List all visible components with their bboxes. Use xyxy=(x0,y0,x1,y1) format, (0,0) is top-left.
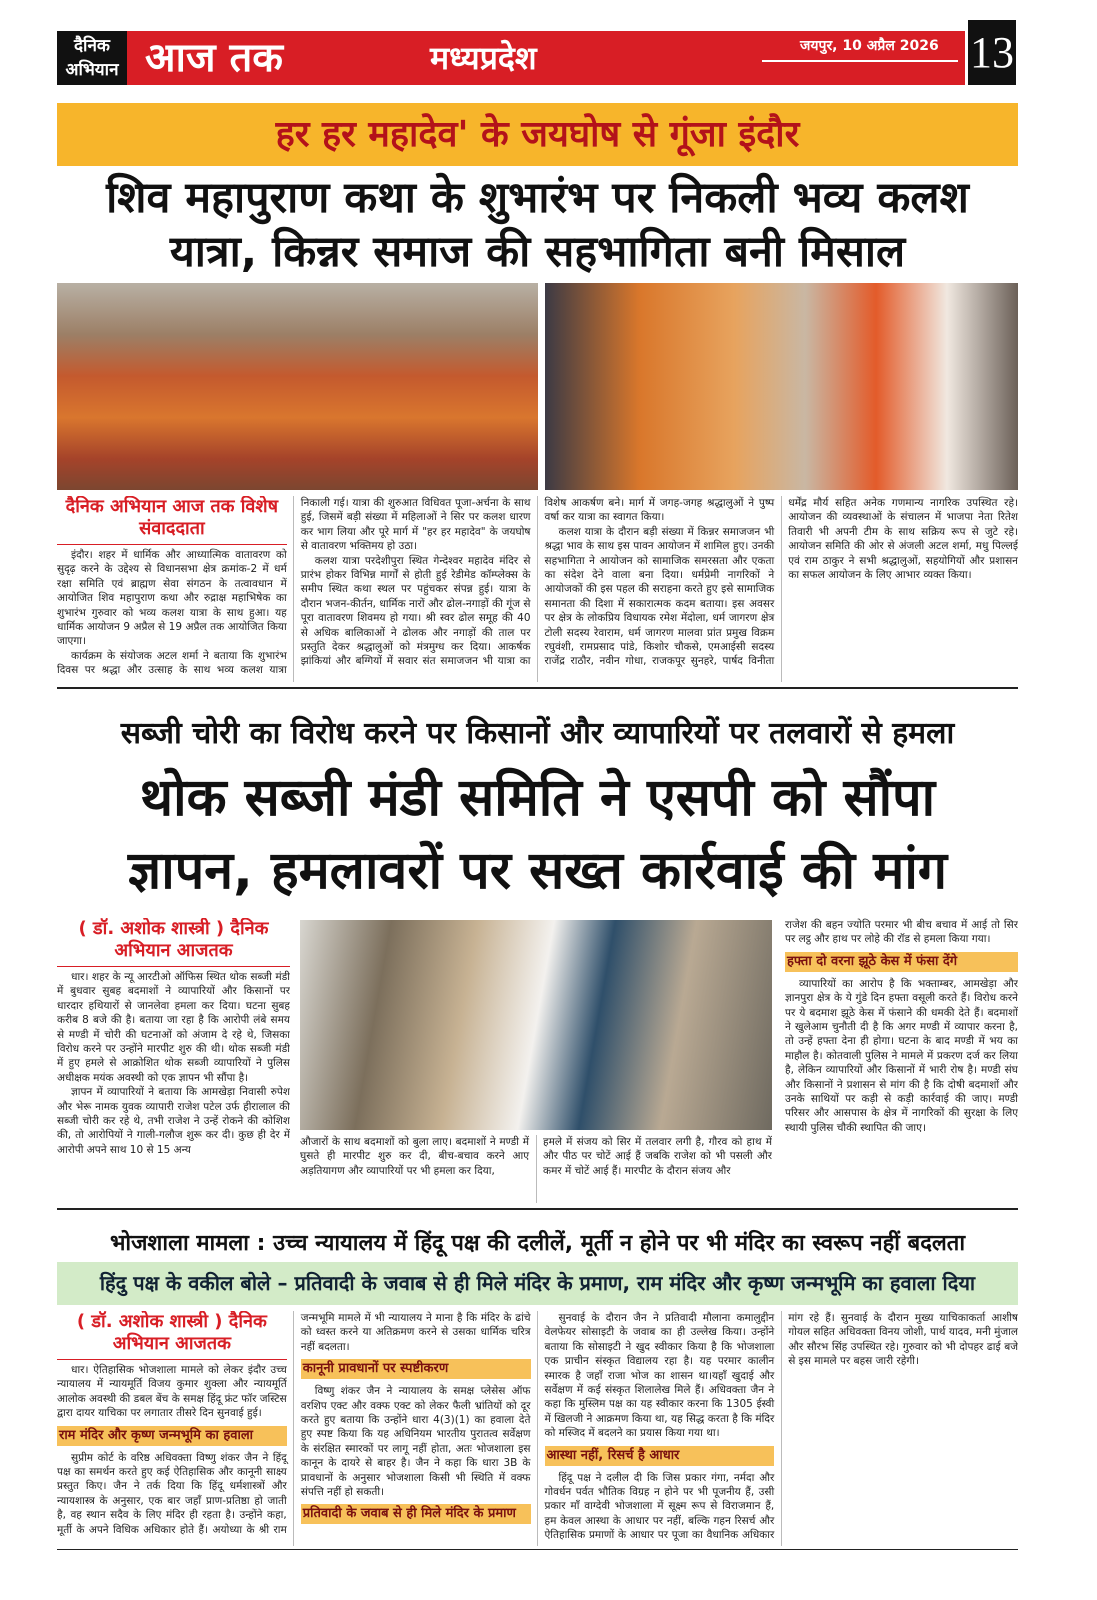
paragraph: धार। शहर के न्यू आरटीओ ऑफिस स्थित थोक सब्जी मंडी में बुधवार सुबह बदमाशों ने व्यापारियों और किसानों पर धारदार हथियारों से जानलेवा हमला कर दिया। घटना सुबह करीब 8 बजे की है। बताया जा रहा है कि आरोपी लंबे समय से मण्डी में चोरी की घटनाओं को अंजाम दे रहे थे, जिसका विरोध करने पर उन्होंने मारपीट शुरु की थी। थोक सब्जी मंडी में हुए हमले से आक्रोशित थोक सब्जी व्यापारियों ने पुलिस अधीक्षक मयंक अवस्थी को एक ज्ञापन भी सौंपा है। xyxy=(57,971,290,1084)
subheading: आस्था नहीं, रिसर्च है आधार xyxy=(545,1446,775,1466)
dateline-rule xyxy=(762,60,958,62)
article1-headline-line1: शिव महापुराण कथा के शुभारंभ पर निकली भव्य कलश xyxy=(106,173,969,223)
brand-line-1: दैनिक xyxy=(74,36,110,56)
section-name: मध्यप्रदेश xyxy=(430,39,537,77)
paragraph: राजेश की बहन ज्योति परमार भी बीच बचाव में आई तो सिर पर लट्ठ और हाथ पर लोहे की रॉड से हमला किया गया। xyxy=(785,919,1018,946)
subheading: राम मंदिर और कृष्ण जन्मभूमि का हवाला xyxy=(57,1426,287,1446)
page-number: 13 xyxy=(968,20,1016,85)
paragraph: इंदौर। शहर में धार्मिक और आध्यात्मिक वातावरण को सुदृढ़ करने के उद्देश्य से विधानसभा क्षेत्र क्रमांक-2 में धर्म रक्षा समिति एवं ब्राह्मण सेवा संगठन के तत्वावधान में आयोजित शिव महापुराण कथा और रुद्राक्ष महाभिषेक का शुभारंभ गुरुवार को भव्य कलश यात्रा के साथ हुआ। यह धार्मिक आयोजन 9 अप्रैल से 19 अप्रैल तक आयोजित किया जाएगा। xyxy=(57,549,287,648)
paragraph: धार। ऐतिहासिक भोजशाला मामले को लेकर इंदौर उच्च न्यायालय में न्यायमूर्ति विजय कुमार शुक्ला और न्यायमूर्ति आलोक अवस्थी की डबल बेंच के समक्ष हिंदू फ्रंट फॉर जस्टिस द्वारा दायर याचिका पर लगातार तीसरे दिन सुनवाई हुई। xyxy=(57,1364,287,1420)
masthead-logo: आज तक xyxy=(145,35,284,81)
paragraph: हिंदू पक्ष ने दलील दी कि जिस प्रकार गंगा, नर्मदा और गोवर्धन पर्वत भौतिक विग्रह न होने पर भी पूजनीय हैं, उसी प्रकार माँ वाग्देवी भोजशाला में सूक्ष्म रूप से विराजमान हैं, हम केवल आस्था के आधार पर नहीं, बल्कि गहन रिसर्च और ऐतिहासिक प्रमाणों के आधार पर पूजा का वैधानिक अधिकार मांग रहे हैं। सुनवाई के दौरान मुख्य याचिकाकर्ता आशीष गोयल सहित अधिवक्ता विनय जोशी, पार्थ यादव, मनी मुंजाल और सौरभ सिंह उपस्थित रहे। गुरुवार को भी दोपहर ढाई बजे से इस मामले पर बहस जारी रहेगी। xyxy=(544,1312,1018,1542)
article2-headline-line1: थोक सब्जी मंडी समिति ने एसपी को सौंपा xyxy=(139,768,936,828)
paragraph: सुनवाई के दौरान जैन ने प्रतिवादी मौलाना कमालुद्दीन वेलफेयर सोसाइटी के जवाब का ही उल्लेख किया। उन्होंने बताया कि सोसाइटी ने खुद स्वीकार किया है कि भोजशाला एक प्राचीन संस्कृत विद्यालय रहा है। यह परमार कालीन स्मारक है जहाँ राजा भोज का शासन था।यहाँ खुदाई और सर्वेक्षण में कई संस्कृत शिलालेख मिले हैं। अधिवक्ता जैन ने कहा कि मुस्लिम पक्ष का यह स्वीकार करना कि 1305 ईस्वी में खिलजी ने आक्रमण किया था, यह सिद्ध करता है कि मंदिर को मस्जिद में बदलने का प्रयास किया गया था। xyxy=(544,1312,775,1440)
kalash-yatra-crowd-photo xyxy=(57,283,538,490)
paragraph: व्यापारियों का आरोप है कि भक्ताम्बर, आमखेड़ा और ज्ञानपुरा क्षेत्र के ये गुंडे दिन हफ्ता वसूली करते हैं। विरोध करने पर ये बदमाश झूठे केस में फंसाने की धमकी देते हैं। बदमाशों ने खुलेआम चुनौती दी है कि अगर मण्डी में व्यापार करना है, तो उन्हें हफ्ता देना ही होगा। घटना के बाद मण्डी में भय का माहौल है। कोतवाली पुलिस ने मामले में प्रकरण दर्ज कर लिया है, लेकिन व्यापारियों और किसानों में भारी रोष है। मण्डी संघ और किसानों ने प्रशासन से मांग की है कि दोषी बदमाशों और उनके साथियों पर कड़ी से कड़ी कार्रवाई की जाए। मण्डी परिसर और आसपास के क्षेत्र में नागरिकों की सुरक्षा के लिए स्थायी पुलिस चौकी स्थापित की जाए। xyxy=(785,977,1018,1134)
article3-headline: भोजशाला मामला : उच्च न्यायालय में हिंदू पक्ष की दलीलें, मूर्ती न होने पर भी मंदिर का स्वरूप नहीं बदलता xyxy=(109,1231,966,1256)
paragraph: सुप्रीम कोर्ट के वरिष्ठ अधिवक्ता विष्णु शंकर जैन ने हिंदू पक्ष का समर्थन करते हुए कई ऐतिहासिक और कानूनी साक्ष्य प्रस्तुत किए। जैन ने तर्क दिया कि हिंदू धर्मशास्त्रों और न्यायशास्त्र के अनुसार, एक बार जहाँ प्राण-प्रतिष्ठा हो जाती है, वह स्थान सदैव के लिए मंदिर ही रहता है। उन्होंने कहा, मूर्ती के अपने विधिक अधिकार होते हैं। अयोध्या के श्री राम जन्मभूमि मामले में भी न्यायालय ने माना है कि मंदिर के ढांचे को ध्वस्त करने या अतिक्रमण करने से उसका धार्मिक चरित्र नहीं बदलता। xyxy=(57,1312,531,1536)
subheading: कानूनी प्रावधानों पर स्पष्टीकरण xyxy=(301,1359,531,1379)
paragraph: कलश यात्रा परदेशीपुरा स्थित गेन्देश्वर महादेव मंदिर से प्रारंभ होकर विभिन्न मार्गों से होती हुई रेडीमेड कॉम्प्लेक्स के समीप स्थित कथा स्थल पर पहुंचकर संपन्न हुई। यात्रा के दौरान भजन-कीर्तन, धार्मिक नारों और ढोल-नगाड़ों की गूंज से पूरा वातावरण शिवमय हो गया। श्री स्वर ढोल समूह की 40 से अधिक बालिकाओं ने ढोलक और नगाड़ों की ताल पर प्रस्तुति देकर श्रद्धालुओं को मंत्रमुग्ध कर दिया। आकर्षक झांकियां और बग्गियों में सवार संत समाजजन भी यात्रा का विशेष आकर्षण बने। मार्ग में जगह-जगह श्रद्धालुओं ने पुष्प वर्षा कर यात्रा का स्वागत किया। xyxy=(300,497,775,668)
article1-headline-line2: यात्रा, किन्नर समाज की सहभागिता बनी मिसाल xyxy=(169,227,906,277)
article1-kicker: हर हर महादेव' के जयघोष से गूंजा इंदौर xyxy=(57,103,1018,166)
paragraph: ज्ञापन में व्यापारियों ने बताया कि आमखेड़ा निवासी रुपेश और भेरू नामक युवक व्यापारी राजेश पटेल उर्फ हीरालाल की सब्जी चोरी कर रहे थे, तभी राजेश ने उन्हें रोकने की कोशिश की, तो आरोपियों ने गाली-गलौज शुरू कर दी। कुछ ही देर में आरोपी अपने साथ 10 से 15 अन्य xyxy=(57,1086,290,1156)
article1-body xyxy=(57,496,1018,682)
article3-body xyxy=(57,1311,1018,1546)
paragraph: हमले में संजय को सिर में तलवार लगी है, गौरव को हाथ में और पीठ पर चोटें आई हैं जबकि राजेश को भी पसली और कमर में चोटें आई हैं। मारपीट के दौरान संजय और xyxy=(543,1136,772,1177)
paragraph: विष्णु शंकर जैन ने न्यायालय के समक्ष प्लेसेस ऑफ वरशिप एक्ट और वक्फ एक्ट को लेकर फैली भ्रांतियों को दूर करते हुए बताया कि उन्होंने धारा 4(3)(1) का हवाला देते हुए स्पष्ट किया कि यह अधिनियम भारतीय पुरातत्व सर्वेक्षण के संरक्षित स्मारकों पर लागू नहीं होता, अतः भोजशाला इस कानून के दायरे से बाहर है। जैन ने कहा कि धारा 3B के प्रावधानों के अनुसार भोजशाला किसी भी स्थिति में वक्फ संपत्ति नहीं हो सकती। xyxy=(300,1385,531,1499)
paragraph: कलश यात्रा के दौरान बड़ी संख्या में किन्नर समाजजन भी श्रद्धा भाव के साथ इस पावन आयोजन में शामिल हुए। उनकी सहभागिता ने आयोजन को सामाजिक समरसता और एकता का संदेश देने वाला बना दिया। धर्मप्रेमी नागरिकों ने आयोजकों की इस पहल की सराहना करते हुए इसे सामाजिक समानता की दिशा में सकारात्मक कदम बताया। इस अवसर पर क्षेत्र के लोकप्रिय विधायक रमेश मेंदोला, धर्म जागरण क्षेत्र टोली सदस्य रेवाराम, धर्म जागरण मालवा प्रांत प्रमुख विक्रम रघुवंशी, रामप्रसाद पांडे, किशोर चौकसे, एमआईसी सदस्य राजेंद्र राठौर, नवीन गोधा, राजकपूर सुनहरे, पार्षद विनीता धर्मेंद्र मौर्य सहित अनेक गणमान्य नागरिक उपस्थित रहे। आयोजन की व्यवस्थाओं के संचालन में भाजपा नेता रितेश तिवारी भी अपनी टीम के साथ सक्रिय रूप से जुटे रहे। आयोजन समिति की ओर से अंजली अटल शर्मा, मधु पिल्लई एवं राम ठाकुर ने सभी श्रद्धालुओं, सहयोगियों और प्रशासन का सफल आयोजन के लिए आभार व्यक्त किया। xyxy=(544,497,1018,668)
dateline: जयपुर, 10 अप्रैल 2026 xyxy=(800,38,939,54)
article2-headline-line2: ज्ञापन, हमलावरों पर सख्त कार्रवाई की मांग xyxy=(127,841,948,901)
brand-line-2: अभियान xyxy=(65,60,119,80)
byline: ( डॉ. अशोक शास्त्री ) दैनिक अभियान आजतक xyxy=(57,1311,287,1360)
divider xyxy=(57,687,1018,689)
masthead-brand-box xyxy=(57,31,127,85)
article2-column1 xyxy=(57,918,290,1203)
article3-subheadline: हिंदु पक्ष के वकील बोले – प्रतिवादी के जवाब से ही मिले मंदिर के प्रमाण, राम मंदिर और कृष्ण जन्मभूमि का हवाला दिया xyxy=(57,1262,1018,1305)
subheading: प्रतिवादी के जवाब से ही मिले मंदिर के प्रमाण xyxy=(301,1504,531,1524)
paragraph: औजारों के साथ बदमाशों को बुला लाए। बदमाशों ने मण्डी में घुसते ही मारपीट शुरु कर दी, बीच-बचाव करने आए अड़तियागण और व्यापारियों पर भी हमला कर दिया, xyxy=(300,1136,529,1177)
article2-kicker: सब्जी चोरी का विरोध करने पर किसानों और व्यापारियों पर तलवारों से हमला xyxy=(120,716,955,751)
paragraph: कार्यक्रम के संयोजक अटल शर्मा ने बताया कि शुभारंभ दिवस पर श्रद्धा और उत्साह के साथ भव्य कलश यात्रा निकाली गई। यात्रा की शुरुआत विधिवत पूजा-अर्चना के साथ हुई, जिसमें बड़ी संख्या में महिलाओं ने सिर पर कलश धारण कर भाग लिया और पूरे मार्ग में "हर हर महादेव" के जयघोष से वातावरण भक्तिमय हो उठा। xyxy=(57,497,531,677)
divider xyxy=(57,1549,1018,1550)
dignitaries-photo xyxy=(545,283,1018,490)
divider xyxy=(57,1208,1018,1210)
byline: ( डॉ. अशोक शास्त्री ) दैनिक अभियान आजतक xyxy=(57,918,290,967)
subheading: हफ्ता दो वरना झूठे केस में फंसा देंगे xyxy=(785,952,1018,972)
byline: दैनिक अभियान आज तक विशेष संवाददाता xyxy=(57,496,287,545)
memorandum-handover-photo xyxy=(300,920,772,1130)
article2-column4 xyxy=(785,918,1018,1203)
article2-middle-columns xyxy=(300,1135,772,1203)
